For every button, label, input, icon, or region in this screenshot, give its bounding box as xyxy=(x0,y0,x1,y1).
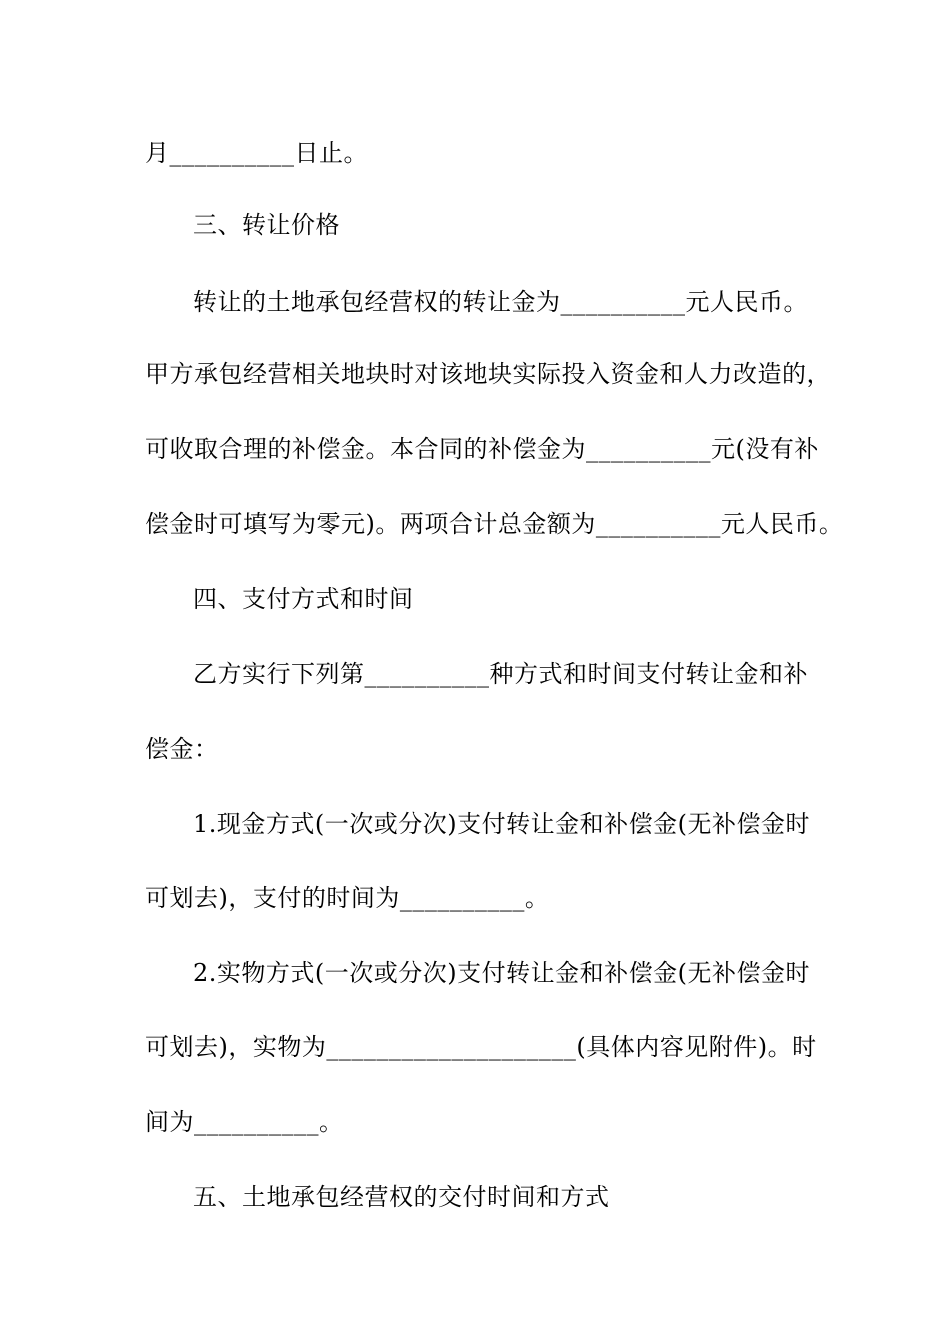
text-line-3: 转让的土地承包经营权的转让金为__________元人民币。 xyxy=(193,288,808,316)
section-heading-payment: 四、支付方式和时间 xyxy=(193,585,414,613)
text-line-8: 乙方实行下列第__________种方式和时间支付转让金和补 xyxy=(193,660,808,688)
text-line-1: 月__________日止。 xyxy=(145,139,368,167)
text-line-6: 偿金时可填写为零元)。两项合计总金额为__________元人民币。 xyxy=(145,510,844,538)
text-line-14: 间为__________。 xyxy=(145,1108,344,1136)
text-line-5: 可收取合理的补偿金。本合同的补偿金为__________元(没有补 xyxy=(145,435,819,463)
text-line-10: 1.现金方式(一次或分次)支付转让金和补偿金(无补偿金时 xyxy=(193,810,810,838)
text-line-13: 可划去)，实物为____________________(具体内容见附件)。时 xyxy=(145,1033,817,1061)
text-line-12: 2.实物方式(一次或分次)支付转让金和补偿金(无补偿金时 xyxy=(193,959,810,987)
section-heading-transfer-price: 三、转让价格 xyxy=(193,211,340,239)
text-line-11: 可划去)，支付的时间为__________。 xyxy=(145,884,550,912)
text-line-9: 偿金： xyxy=(145,735,219,763)
section-heading-delivery: 五、土地承包经营权的交付时间和方式 xyxy=(193,1183,610,1211)
text-line-4: 甲方承包经营相关地块时对该地块实际投入资金和人力改造的， xyxy=(145,360,831,388)
